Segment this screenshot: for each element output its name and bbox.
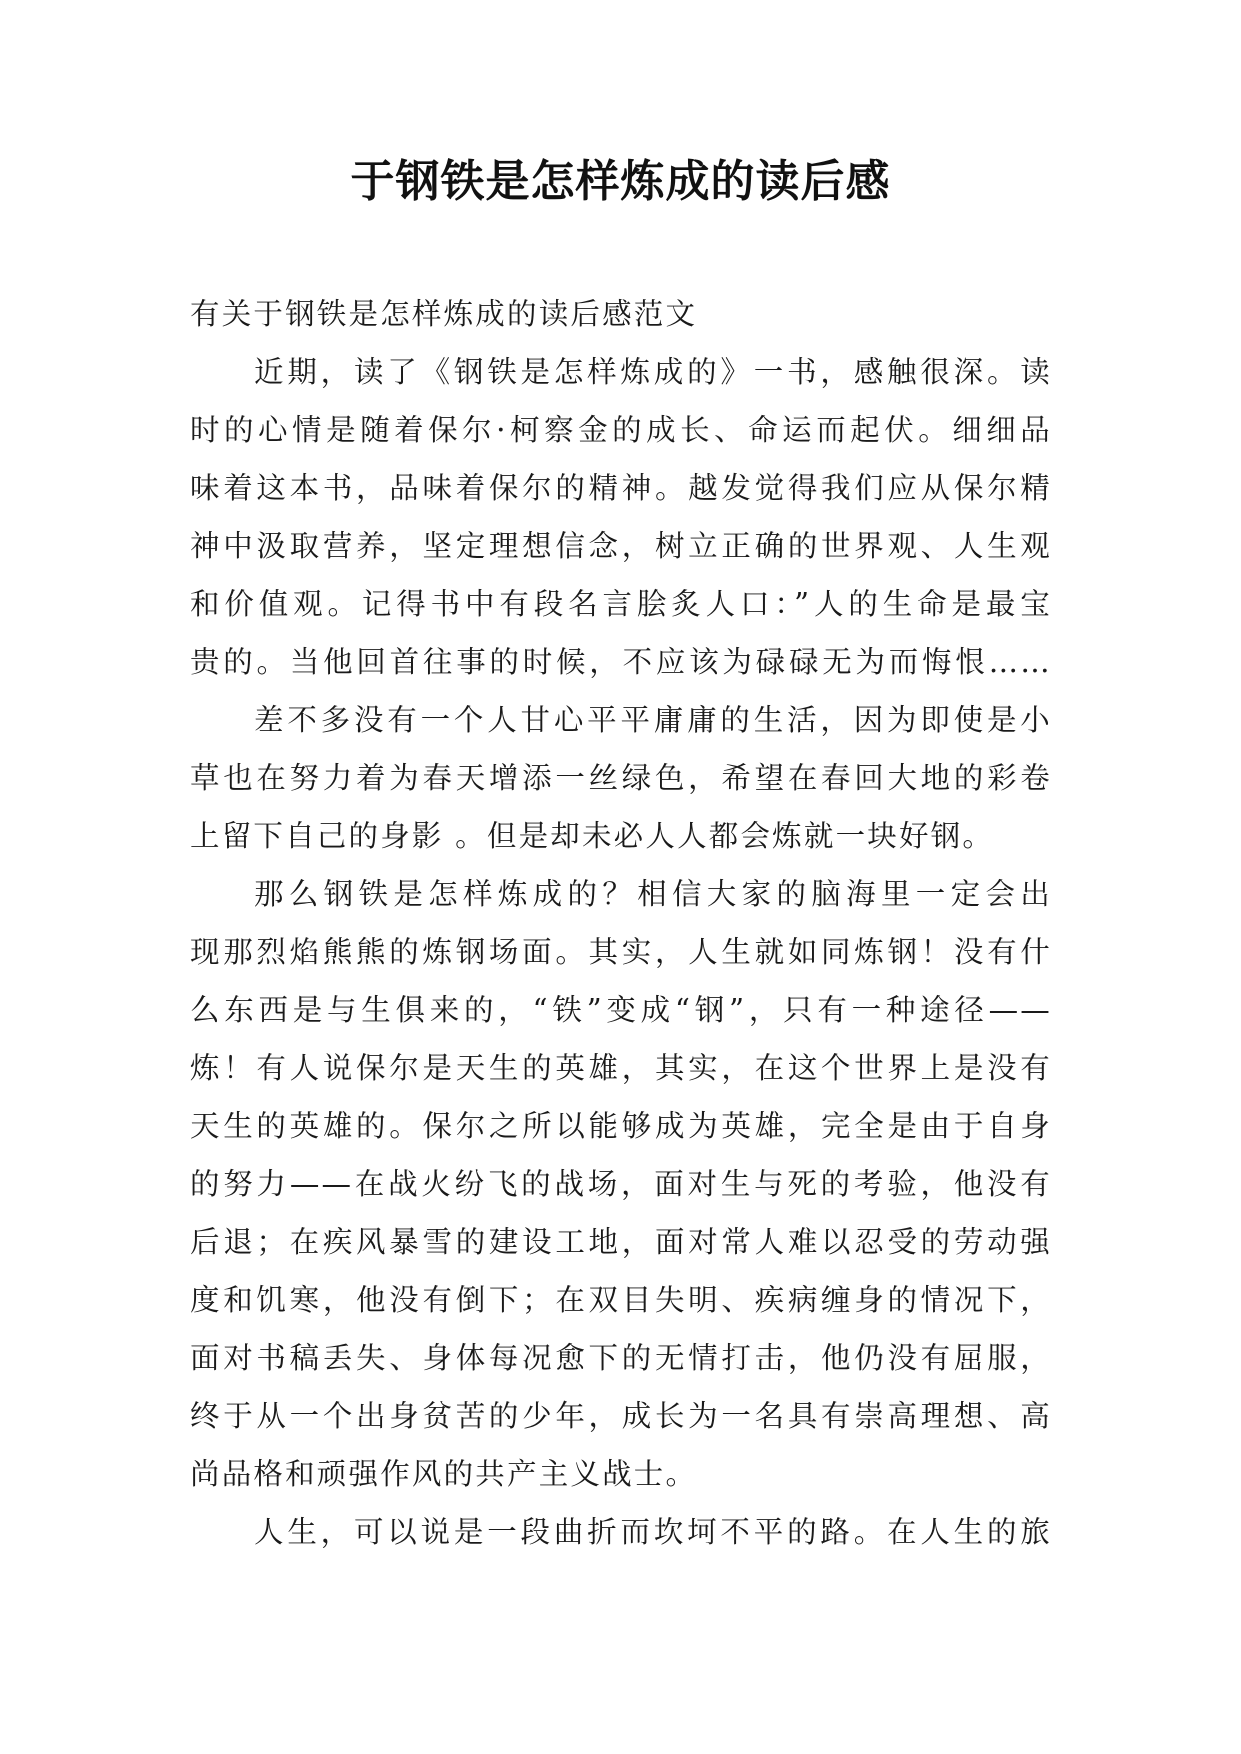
text-line: 尚品格和顽强作风的共产主义战士。 [190,1457,698,1491]
text-line: 时的心情是随着保尔·柯察金的成长、命运而起伏。细细品 [190,413,1052,447]
document-body [190,285,1052,1561]
text-line: 和价值观。记得书中有段名言脍炙人口：”人的生命是最宝 [190,587,1052,621]
document-title: 于钢铁是怎样炼成的读后感 [350,156,891,207]
text-line: 面对书稿丢失、身体每况愈下的无情打击，他仍没有屈服， [190,1341,1052,1375]
text-line: 天生的英雄的。保尔之所以能够成为英雄，完全是由于自身 [190,1109,1052,1143]
text-line: 那么钢铁是怎样炼成的？相信大家的脑海里一定会出 [254,877,1052,911]
text-line: 人生，可以说是一段曲折而坎坷不平的路。在人生的旅 [254,1515,1052,1549]
text-line: 草也在努力着为春天增添一丝绿色，希望在春回大地的彩卷 [190,761,1052,795]
text-line: 后退；在疾风暴雪的建设工地，面对常人难以忍受的劳动强 [190,1225,1052,1259]
text-line: 味着这本书，品味着保尔的精神。越发觉得我们应从保尔精 [190,471,1052,505]
text-line: 现那烈焰熊熊的炼钢场面。其实，人生就如同炼钢！没有什 [190,935,1052,969]
text-line: 有关于钢铁是怎样炼成的读后感范文 [190,297,698,331]
text-line: 终于从一个出身贫苦的少年，成长为一名具有崇高理想、高 [190,1399,1052,1433]
text-line: 么东西是与生俱来的，“铁”变成“钢”，只有一种途径—— [190,993,1052,1027]
text-line: 贵的。当他回首往事的时候，不应该为碌碌无为而悔恨…… [190,645,1052,679]
text-line: 神中汲取营养，坚定理想信念，树立正确的世界观、人生观 [190,529,1052,563]
text-line: 差不多没有一个人甘心平平庸庸的生活，因为即使是小 [254,703,1052,737]
text-line: 度和饥寒，他没有倒下；在双目失明、疾病缠身的情况下， [190,1283,1052,1317]
text-line: 近期，读了《钢铁是怎样炼成的》一书，感触很深。读 [254,355,1052,389]
text-line: 炼！有人说保尔是天生的英雄，其实，在这个世界上是没有 [190,1051,1052,1085]
text-line: 上留下自己的身影 。但是却未必人人都会炼就一块好钢。 [190,819,995,853]
text-line: 的努力——在战火纷飞的战场，面对生与死的考验，他没有 [190,1167,1052,1201]
